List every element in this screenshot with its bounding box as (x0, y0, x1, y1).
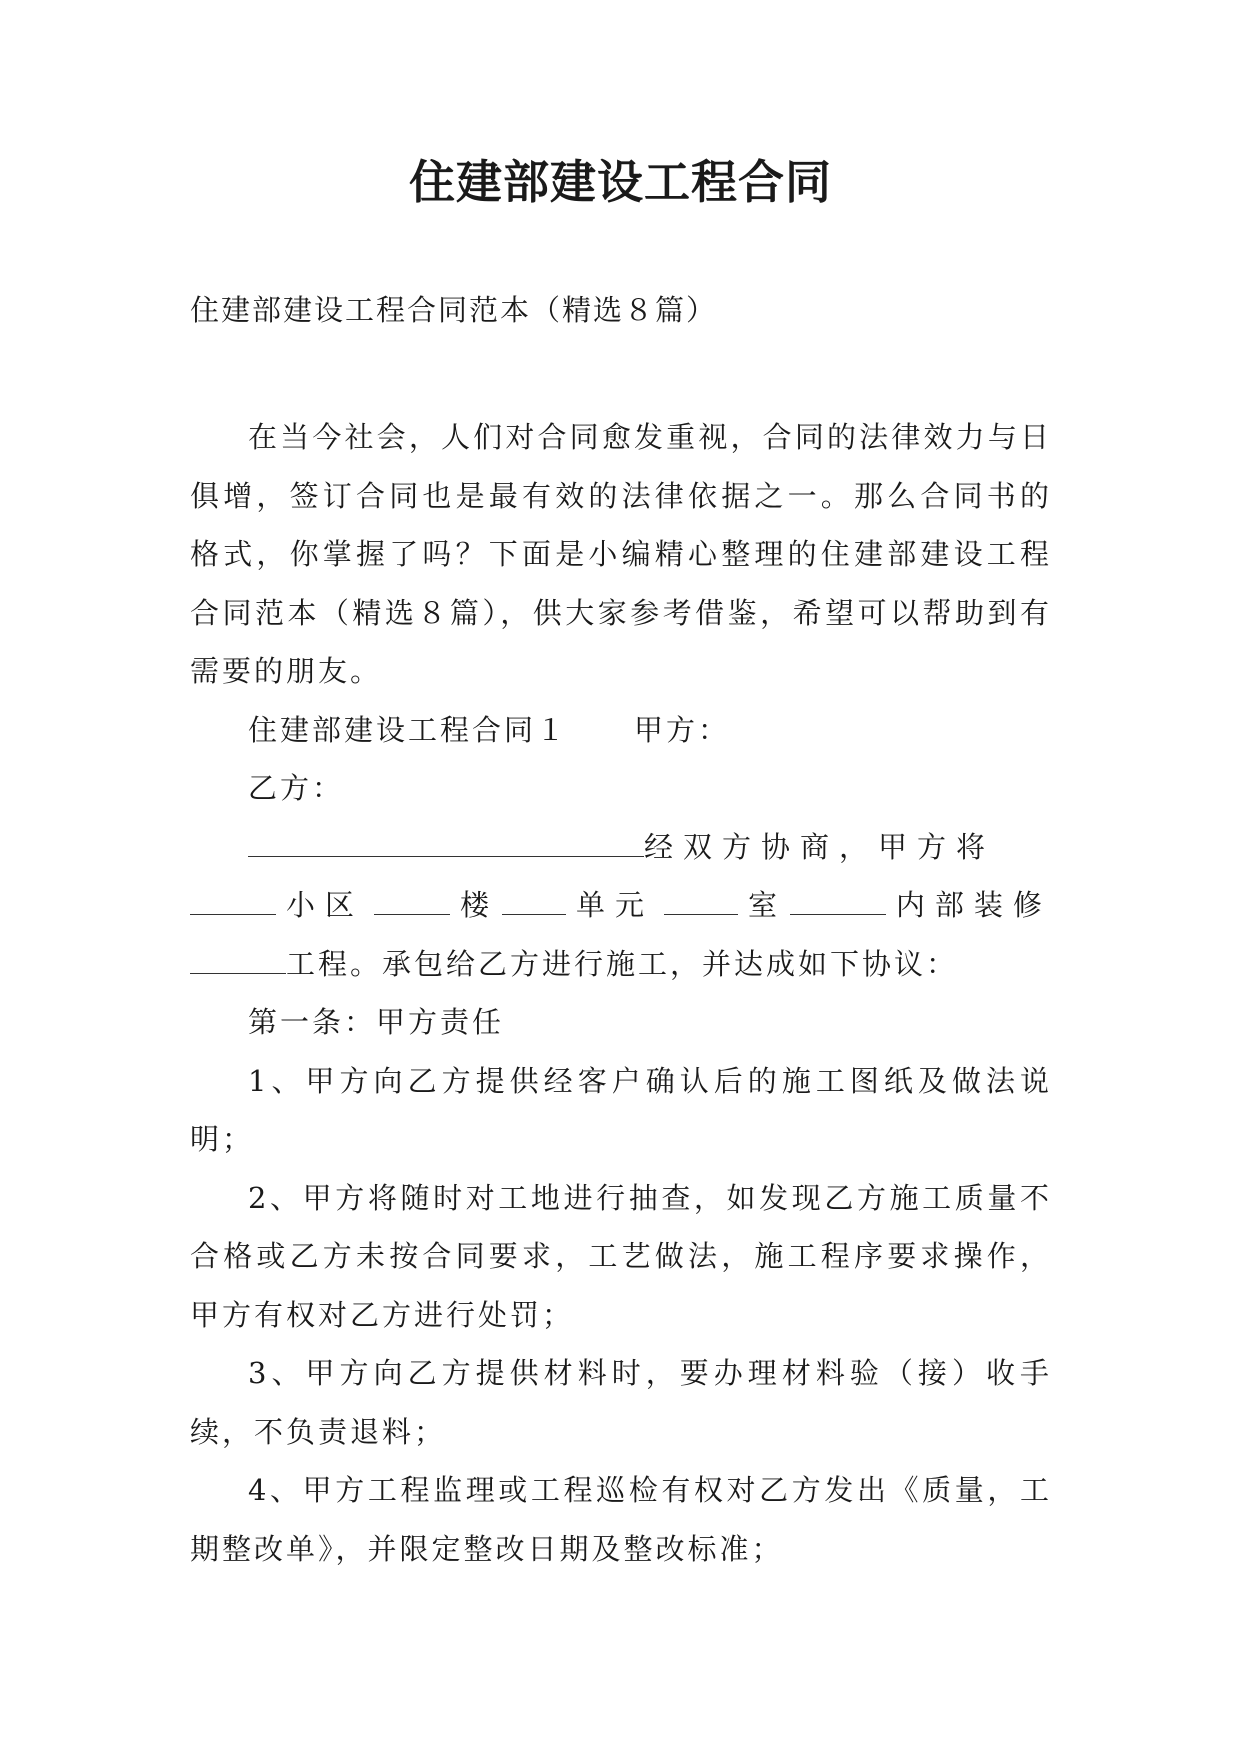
party-b-line (190, 759, 1052, 818)
blank-field (190, 943, 286, 974)
agreement-word-interior: 内部装修 (895, 888, 1052, 922)
blank-field (248, 826, 644, 857)
intro-paragraph: 在当今社会，人们对合同愈发重视，合同的法律效力与日俱增，签订合同也是最有效的法律依据之一。那么合同书的格式，你掌握了吗？下面是小编精心整理的住建部建设工程合同范本（精选８篇），供大家参考借鉴，希望可以帮助到有需要的朋友。 (190, 420, 1052, 688)
agreement-word-unit: 单元 (575, 888, 654, 922)
agreement-word-building: 楼 (459, 888, 492, 922)
document-subtitle: 住建部建设工程合同范本（精选８篇） (190, 293, 718, 327)
party-b-label: 乙方： (248, 771, 345, 805)
blank-field (502, 884, 566, 915)
contract-heading: 住建部建设工程合同１ (248, 712, 569, 747)
party-a-label: 甲方： (634, 712, 731, 747)
article-1-title: 第一条：甲方责任 (248, 1005, 505, 1039)
blank-field (190, 884, 276, 915)
blank-field (374, 884, 450, 915)
article-item: 3、甲方向乙方提供材料时，要办理材料验（接）收手续，不负责退料； (190, 1356, 1052, 1449)
agreement-text-1: 经双方协商，甲方将 (644, 829, 996, 864)
blank-field (664, 884, 738, 915)
article-item: 1、甲方向乙方提供经客户确认后的施工图纸及做法说明； (190, 1063, 1052, 1156)
contract-heading-line (190, 701, 1052, 760)
agreement-line-3 (190, 935, 1052, 994)
agreement-line-1 (190, 818, 1052, 877)
document-body (190, 408, 1052, 1578)
agreement-word-community: 小区 (285, 888, 364, 922)
article-item: 2、甲方将随时对工地进行抽查，如发现乙方施工质量不合格或乙方未按合同要求，工艺做法，施工程序要求操作，甲方有权对乙方进行处罚； (190, 1180, 1052, 1332)
agreement-text-3: 工程。承包给乙方进行施工，并达成如下协议： (286, 946, 959, 981)
document-title: 住建部建设工程合同 (409, 155, 832, 209)
agreement-word-room: 室 (747, 888, 780, 922)
agreement-line-2 (190, 876, 1052, 935)
blank-field (790, 884, 886, 915)
article-item: 4、甲方工程监理或工程巡检有权对乙方发出《质量，工期整改单》，并限定整改日期及整改标准； (190, 1473, 1052, 1566)
